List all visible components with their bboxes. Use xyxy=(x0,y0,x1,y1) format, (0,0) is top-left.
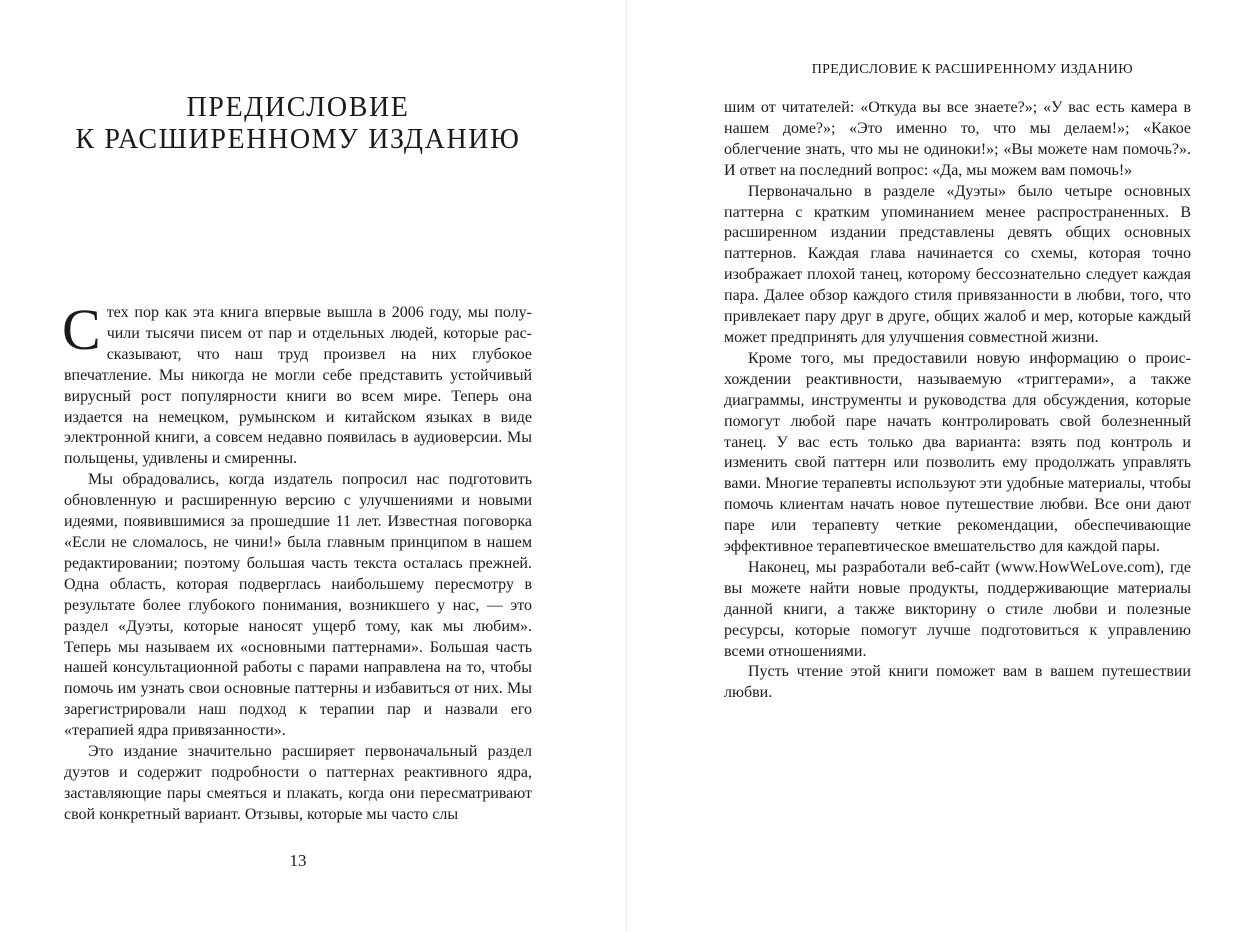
left-paragraph-2: Мы обрадовались, когда издатель попросил нас подготовить обновленную и расширенную версию с улучшениями и новыми идеями, появившимися за прошедшие 11 лет. Известная поговорка «Если не сломалось, не чини!» была главным принципом в нашем редактировании; поэтому большая часть текста осталась прежней. Одна область, которая подверглась наибольшему пересмотру в результате более глубокого понимания, возникшего у нас, — это раздел «Дуэты, которые наносят ущерб тому, как мы любим». Теперь мы называем их «основными паттернами». Большая часть нашей консультационной работы с парами направлена на то, чтобы помочь им узнать свои основные паттерны и избавиться от них. Мы зарегистрировали наш подход к терапии пар и назвали его «терапией ядра привязанности». xyxy=(64,471,532,740)
chapter-title-line-2: К РАСШИРЕННОМУ ИЗДАНИЮ xyxy=(75,124,521,155)
right-paragraph-1: Первоначально в разделе «Дуэты» было четыре основных паттерна с кратким упоминанием менее распространенных. В расширенном издании представлены девять общих основных паттернов. Каждая глава начинается со схемы, которая точно изображает плохой танец, которому бессознательно следует каждая пара. Далее обзор каждого стиля привязанности в любви, того, что привлекает пару друг в друге, общих жалоб и мер, которые каждый может предпринять для улучшения совместной жизни. xyxy=(724,182,1191,346)
right-paragraph-4: Пусть чтение этой книги поможет вам в вашем путешествии любви. xyxy=(724,663,1191,702)
right-body-text xyxy=(724,98,1191,704)
right-page xyxy=(627,0,1260,932)
right-paragraph-3: Наконец, мы разработали веб-сайт (www.HowWeLove.com), где вы можете найти новые продукты, поддерживающие материалы данной книги, а также викторину о стиле любви и полезные ресурсы, которые помогут лучше подготовиться к управлению всеми отношениями. xyxy=(724,558,1191,660)
chapter-title-line-1: ПРЕДИСЛОВИЕ xyxy=(186,92,410,123)
right-continuation: шим от читателей: «Откуда вы все знаете?»; «У вас есть камера в нашем доме?»; «Это именно то, что мы делаем!»; «Какое облегчение знать, что мы не одиноки!»; «Вы можете нам помочь?». И ответ на последний вопрос: «Да, мы можем вам помочь!» xyxy=(724,99,1191,179)
running-head: ПРЕДИСЛОВИЕ К РАСШИРЕННОМУ ИЗДАНИЮ xyxy=(811,62,1133,77)
page-number: 13 xyxy=(289,851,307,870)
left-page xyxy=(0,0,626,932)
left-paragraph-3: Это издание значительно расширяет первоначальный раздел дуэтов и содержит подробности о паттернах реактивного ядра, заставляющие пары смеяться и плакать, когда они пересматривают свой конкретный вариант. Отзывы, которые мы часто слы xyxy=(64,743,532,823)
right-paragraph-2: Кроме того, мы предоставили новую информацию о происхождении реактивности, называемую «триггерами», а также диаграммы, инструменты и руководства для обсуждения, которые помогут любой паре начать контролировать свой болезненный танец. У вас есть только два варианта: взять под контроль и изменить свой паттерн или позволить ему продолжать управлять вами. Многие терапевты используют эти удобные материалы, чтобы помочь клиентам начать новое путешествие любви. Все они дают паре или терапевту четкие рекомендации, обеспечивающие эффективное терапевтическое вмешательство для каждой пары. xyxy=(724,349,1191,556)
left-paragraph-1 xyxy=(62,297,532,470)
left-paragraph-1-text: тех пор как эта книга впервые вышла в 2006 году, мы получили тысячи писем от пар и отдельных людей, которые рассказывают, что наш труд произвел на них глубокое впечатление. Мы никогда не могли себе представить устойчивый вирусный рост популярности книги во всем мире. Теперь она издается на немецком, румынском и китайском языках в виде электронной книги, а совсем недавно появилась в аудиоверсии. Мы польщены, удивлены и смиренны. xyxy=(64,304,532,468)
left-body-text xyxy=(62,297,532,826)
chapter-title xyxy=(60,92,536,156)
drop-cap: С xyxy=(62,297,101,362)
